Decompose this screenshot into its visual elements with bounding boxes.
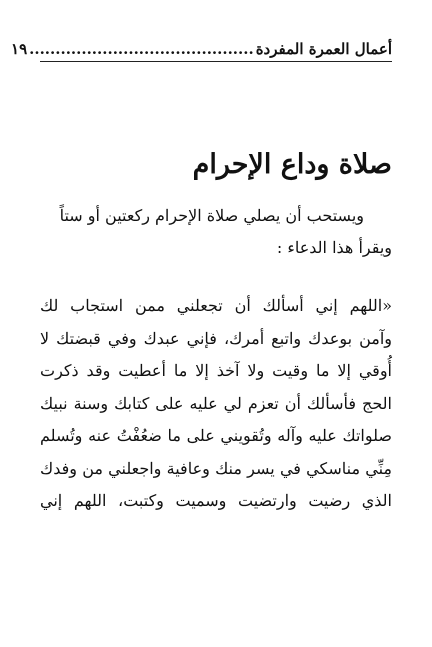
prayer-line: الذي رضيت وارتضيت وسميت وكتبت، اللهم إني — [40, 491, 392, 510]
prayer-line: مِنِّي مناسكي في يسر منك وعافية واجعلني من وفدك — [40, 458, 392, 478]
prayer-line: أُوقي إلا ما وقيت ولا آخذ إلا ما أعطيت وقد ذكرت — [40, 361, 392, 380]
intro-paragraph — [40, 200, 392, 264]
prayer-line: وآمن بوعدك واتبع أمرك، فإني عبدك وفي قبضتك لا — [40, 328, 392, 348]
leader-dots: ........................................... — [29, 40, 254, 58]
prayer-line: صلواتك عليه وآله وتُقويني على ما ضعُفْتُ عنه وتُسلم — [40, 426, 392, 445]
prayer-line: الحج فأسألك أن تعزم لي عليه على كتابك وسنة نبيك — [40, 393, 392, 413]
book-title: أعمال العمرة المفردة — [255, 40, 392, 58]
page-number: ١٩ — [11, 40, 28, 58]
intro-line: ويقرأ هذا الدعاء : — [276, 238, 392, 257]
prayer-paragraph — [40, 290, 392, 518]
intro-line: ويستحب أن يصلي صلاة الإحرام ركعتين أو ستاً — [59, 206, 364, 225]
section-title: صلاة وداع الإحرام — [192, 149, 392, 180]
running-header — [11, 36, 392, 58]
prayer-line: «اللهم إني أسألك أن تجعلني ممن استجاب لك — [40, 296, 392, 315]
header-rule — [40, 61, 392, 62]
